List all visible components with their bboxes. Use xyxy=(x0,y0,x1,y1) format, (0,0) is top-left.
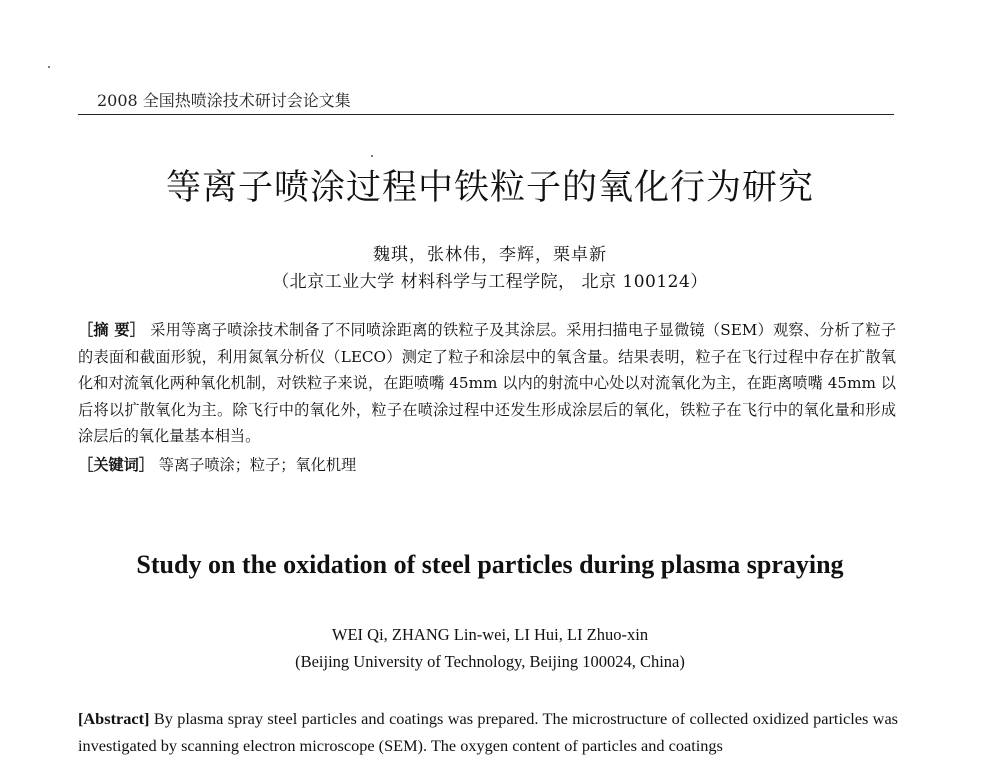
chinese-title: 等离子喷涂过程中铁粒子的氧化行为研究 xyxy=(165,168,814,208)
english-abstract xyxy=(78,705,898,759)
chinese-abstract-text: 采用等离子喷涂技术制备了不同喷涂距离的铁粒子及其涂层。采用扫描电子显微镜（SEM）观察、分析了粒子的表面和截面形貌，利用氮氧分析仪（LECO）测定了粒子和涂层中的氧含量。结果表明，粒子在飞行过程中存在扩散氧化和对流氧化两种氧化机制，对铁粒子来说，在距喷嘴 45mm 以内的射流中心处以对流氧化为主，在距离喷嘴 45mm 以后将以扩散氧化为主。除飞行中的氧化外，粒子在喷涂过程中还发生形成涂层后的氧化，铁粒子在飞行中的氧化量和形成涂层后的氧化量基本相当。 xyxy=(78,321,897,445)
chinese-authors: 魏琪，张林伟，李辉，栗卓新 xyxy=(373,245,607,265)
chinese-abstract-label: ［摘 要］ xyxy=(78,321,146,339)
running-header: 2008 全国热喷涂技术研讨会论文集 xyxy=(97,91,351,110)
scan-speck xyxy=(371,155,373,157)
chinese-affiliation: （北京工业大学 材料科学与工程学院， 北京 100124） xyxy=(272,272,708,292)
chinese-keywords-label: ［关键词］ xyxy=(78,456,154,474)
chinese-keywords xyxy=(78,454,896,475)
chinese-abstract xyxy=(78,317,896,450)
scan-speck xyxy=(48,66,50,68)
english-affiliation: (Beijing University of Technology, Beijing 100024, China) xyxy=(295,652,685,671)
chinese-keywords-text: 等离子喷涂；粒子；氧化机理 xyxy=(158,456,357,474)
english-title: Study on the oxidation of steel particles during plasma spraying xyxy=(136,550,844,579)
english-authors: WEI Qi, ZHANG Lin-wei, LI Hui, LI Zhuo-xin xyxy=(331,625,649,644)
header-rule xyxy=(78,114,894,115)
english-abstract-label: [Abstract] xyxy=(78,709,150,728)
english-abstract-text: By plasma spray steel particles and coatings was prepared. The microstructure of collected oxidized particles was investigated by scanning electron microscope (SEM). The oxygen content of particles and coatings xyxy=(78,709,899,755)
